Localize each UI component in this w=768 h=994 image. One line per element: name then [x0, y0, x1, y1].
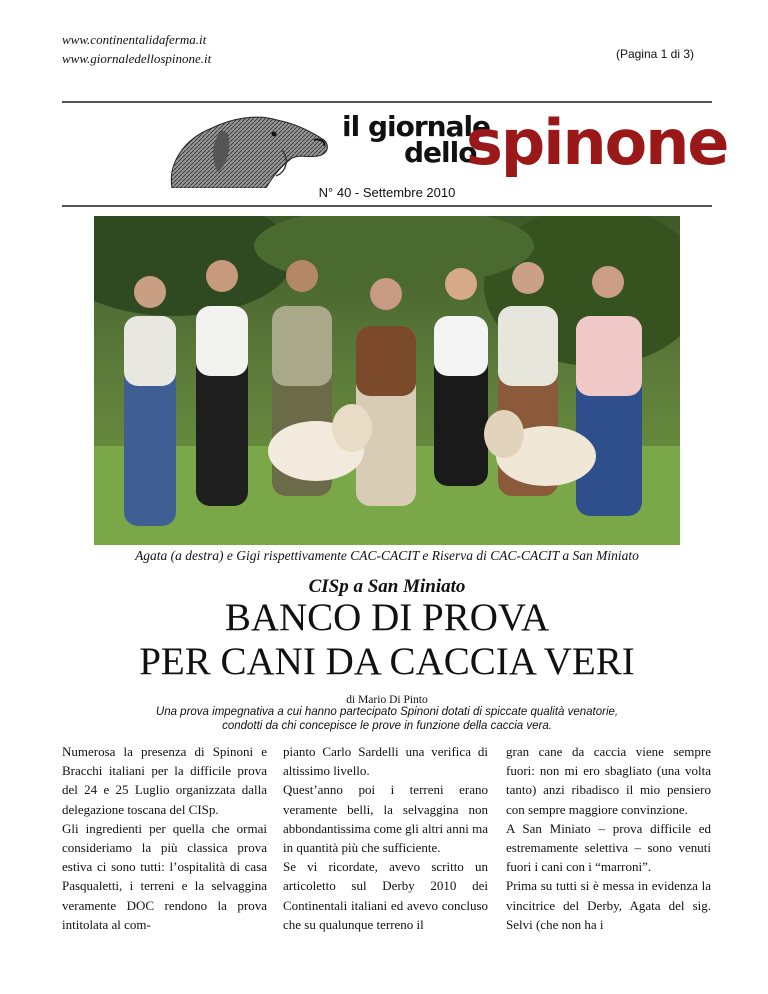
url-continentali[interactable]: www.continentalidaferma.it: [62, 32, 207, 47]
website-urls: [62, 30, 211, 68]
top-rule: [62, 101, 712, 103]
deck-line-2: condotti da chi concepisce le prove in funzione della caccia vera.: [222, 720, 552, 732]
article-column-3: [506, 742, 711, 934]
headline-line-2: PER CANI DA CACCIA VERI: [139, 640, 635, 683]
paragraph: A San Miniato – prova difficile ed estremamente selettiva – sono venuti fuori i cani con i “marroni”.: [506, 820, 711, 875]
article-byline: di Mario Di Pinto: [346, 694, 428, 706]
paragraph: pianto Carlo Sardelli una verifica di altissimo livello.: [283, 744, 488, 779]
spinone-dog-illustration: [162, 110, 332, 188]
masthead-bottom-rule: [62, 205, 712, 207]
photo-caption: Agata (a destra) e Gigi rispettivamente CAC-CACIT e Riserva di CAC-CACIT a San Miniato: [135, 548, 639, 563]
paragraph: Gli ingredienti per quella che ormai consideriamo la più classica prova estiva ci sono tutti: l’ospitalità di casa Pasqualetti, i terreni e la selvaggina veramente DOC rendono la prova intitolata al com-: [62, 820, 267, 932]
paragraph: Prima su tutti si è messa in evidenza la vincitrice del Derby, Agata del sig. Selvi (che non ha i: [506, 878, 711, 932]
masthead: [62, 106, 728, 190]
article-deck: [90, 705, 684, 733]
paragraph: Quest’anno poi i terreni erano veramente belli, la selvaggina non abbondantissima come gli altri anni ma in quantità più che sufficiente.: [283, 782, 488, 856]
logo-line-dello: dello: [404, 136, 477, 169]
issue-number: N° 40 - Settembre 2010: [318, 185, 456, 200]
article-column-1: [62, 742, 267, 934]
headline-line-1: BANCO DI PROVA: [224, 596, 550, 639]
page-indicator: (Pagina 1 di 3): [615, 47, 694, 61]
logo-text-spinone: spinone: [466, 106, 728, 179]
article-kicker: CISp a San Miniato: [308, 576, 466, 597]
article-column-2: [283, 742, 488, 934]
group-photo: [94, 216, 680, 545]
url-giornale[interactable]: www.giornaledellospinone.it: [62, 51, 212, 66]
paragraph: Numerosa la presenza di Spinoni e Bracchi italiani per la difficile prova del 24 e 25 Luglio organizzata dalla delegazione toscana del CISp.: [62, 744, 267, 817]
deck-line-1: Una prova impegnativa a cui hanno partecipato Spinoni dotati di spiccate qualità venatorie,: [155, 706, 619, 718]
paragraph: gran cane da caccia viene sempre fuori: non mi ero sbagliato (una volta tanto) anzi ribadisco il mio pensiero con sempre maggiore convinzione.: [506, 744, 711, 817]
article-headline: [40, 596, 734, 684]
logo-line-il-giornale: il giornale: [342, 110, 491, 143]
paragraph: Se vi ricordate, avevo scritto un articoletto sul Derby 2010 dei Continentali italiani ed avevo concluso che su qualunque terreno il: [283, 859, 488, 932]
